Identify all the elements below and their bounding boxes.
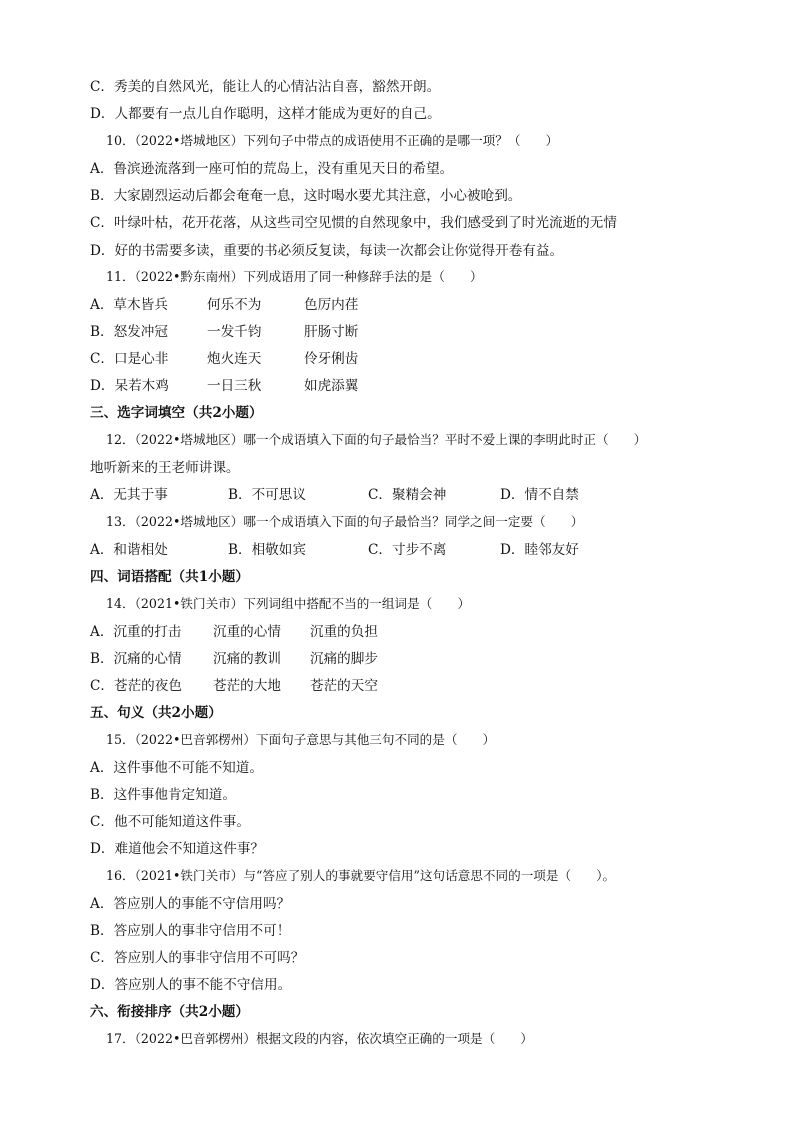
q13-option-c: C．寸步不离 (368, 542, 447, 558)
q14-a-col2: 沉重的心情 (213, 624, 281, 640)
section-4-heading: 四、词语搭配（共1小题） (90, 569, 249, 585)
q13-option-a: A．和谐相处 (90, 542, 168, 558)
q10-option-b: B．大家剧烈运动后都会奄奄一息，这时喝水要尤其注意，小心被呛到。 (90, 188, 522, 204)
q16-option-d: D．答应别人的事不能不守信用。 (90, 977, 292, 993)
section-5-heading: 五、句义（共2小题） (90, 705, 222, 721)
q12-option-a: A．无其于事 (90, 487, 168, 503)
q14-b-col3: 沉痛的脚步 (310, 651, 378, 667)
q12-option-b: B．不可思议 (228, 487, 306, 503)
q11-d-col1: D．呆若木鸡 (90, 378, 169, 394)
q14-a-col1: A．沉重的打击 (90, 624, 182, 640)
q15-option-a: A．这件事他不可能不知道。 (90, 760, 263, 776)
q17-stem: 17．（2022•巴音郭楞州）根据文段的内容，依次填空正确的一项是（ ） (106, 1031, 534, 1046)
q15-option-b: B．这件事他肯定知道。 (90, 787, 236, 803)
q11-a-col1: A．草木皆兵 (90, 297, 168, 313)
q11-stem: 11．（2022•黔东南州）下列成语用了同一种修辞手法的是（ ） (106, 269, 483, 284)
section-3-heading: 三、选字词填空（共2小题） (90, 405, 263, 421)
q14-c-col3: 苍茫的天空 (310, 678, 378, 694)
q10-stem: 10．（2022•塔城地区）下列句子中带点的成语使用不正确的是哪一项？（ ） (106, 133, 559, 148)
q16-option-b: B．答应别人的事非守信用不可！ (90, 923, 291, 939)
q11-c-col1: C．口是心非 (90, 351, 169, 367)
q12-option-c: C．聚精会神 (368, 487, 447, 503)
q14-c-col2: 苍茫的大地 (213, 678, 281, 694)
q12-option-d: D．情不自禁 (500, 487, 579, 503)
q14-c-col1: C．苍茫的夜色 (90, 678, 182, 694)
q11-d-col2: 一日三秋 (207, 378, 262, 394)
q14-stem: 14．（2021•铁门关市）下列词组中搭配不当的一组词是（ ） (106, 596, 471, 611)
q12-stem-line2: 地听新来的王老师讲课。 (90, 460, 240, 476)
q13-option-b: B．相敬如宾 (228, 542, 306, 558)
q16-option-c: C．答应别人的事非守信用不可吗？ (90, 950, 305, 966)
q15-stem: 15．（2022•巴音郭楞州）下面句子意思与其他三句不同的是（ ） (106, 732, 496, 747)
q11-c-col2: 炮火连天 (207, 351, 262, 367)
q11-d-col3: 如虎添翼 (304, 378, 359, 394)
q13-option-d: D．睦邻友好 (500, 542, 579, 558)
q10-option-c: C．叶绿叶枯，花开花落，从这些司空见惯的自然现象中，我们感受到了时光流逝的无情 (90, 215, 617, 231)
q11-c-col3: 伶牙俐齿 (304, 351, 359, 367)
q13-stem: 13．（2022•塔城地区）哪一个成语填入下面的句子最恰当？同学之间一定要（ ） (106, 514, 584, 529)
q9-option-c: C．秀美的自然风光，能让人的心情沾沾自喜，豁然开朗。 (90, 79, 441, 95)
q11-b-col1: B．怒发冲冠 (90, 324, 168, 340)
q11-a-col3: 色厉内荏 (304, 297, 359, 313)
q11-b-col2: 一发千钧 (207, 324, 262, 340)
q14-a-col3: 沉重的负担 (310, 624, 378, 640)
q16-option-a: A．答应别人的事能不守信用吗？ (90, 896, 291, 912)
section-6-heading: 六、衔接排序（共2小题） (90, 1004, 249, 1020)
q14-b-col1: B．沉痛的心情 (90, 651, 182, 667)
q15-option-c: C．他不可能知道这件事。 (90, 814, 250, 830)
q10-option-a: A．鲁滨逊流落到一座可怕的荒岛上，没有重见天日的希望。 (90, 161, 454, 177)
q14-b-col2: 沉痛的教训 (213, 651, 281, 667)
q11-a-col2: 何乐不为 (207, 297, 262, 313)
q15-option-d: D．难道他会不知道这件事？ (90, 841, 265, 857)
q11-b-col3: 肝肠寸断 (304, 324, 359, 340)
q10-option-d: D．好的书需要多读，重要的书必须反复读，每读一次都会让你觉得开卷有益。 (90, 243, 564, 259)
q9-option-d: D．人都要有一点儿自作聪明，这样才能成为更好的自己。 (90, 106, 441, 122)
q12-stem-line1: 12．（2022•塔城地区）哪一个成语填入下面的句子最恰当？平时不爱上课的李明此时正（ ） (106, 432, 647, 447)
q16-stem: 16．（2021•铁门关市）与“答应了别人的事就要守信用”这句话意思不同的一项是（ ）。 (106, 868, 616, 883)
